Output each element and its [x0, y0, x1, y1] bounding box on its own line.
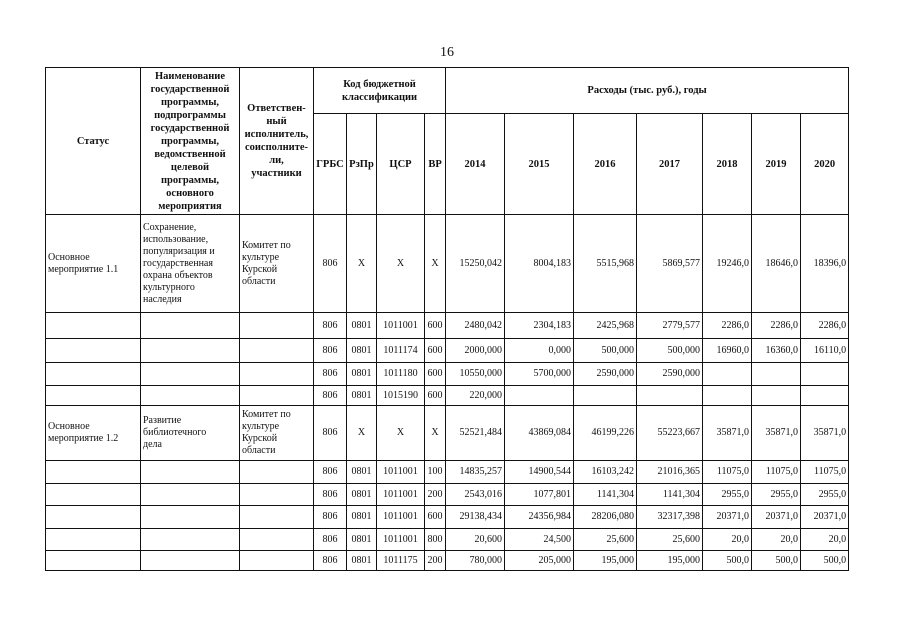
expense-2020-cell: 500,0 [801, 551, 849, 571]
csr-cell: 1011001 [377, 506, 425, 529]
table-row [46, 313, 849, 339]
expense-2015-cell: 0,000 [505, 339, 574, 363]
status-cell [46, 339, 141, 363]
expense-2014-cell: 29138,434 [446, 506, 505, 529]
csr-cell: Х [377, 215, 425, 313]
expense-2017-cell: 5869,577 [637, 215, 703, 313]
status-cell [46, 363, 141, 386]
expense-2019-cell: 2955,0 [752, 484, 801, 506]
table-row [46, 339, 849, 363]
grbs-cell: 806 [314, 215, 347, 313]
expense-2015-cell: 8004,183 [505, 215, 574, 313]
expense-2017-cell [637, 386, 703, 406]
expense-2018-cell: 500,0 [703, 551, 752, 571]
expense-2015-cell: 14900,544 [505, 461, 574, 484]
rzpr-cell: 0801 [347, 529, 377, 551]
csr-cell: 1011174 [377, 339, 425, 363]
expense-2016-cell: 195,000 [574, 551, 637, 571]
program-name-cell [141, 484, 240, 506]
expense-2015-cell: 205,000 [505, 551, 574, 571]
expense-2019-cell: 16360,0 [752, 339, 801, 363]
program-name-header: Наименование государственной программы, подпрограммы государственной программы, ведомственной целевой программы, основного мероприятия [141, 68, 240, 215]
program-name-cell [141, 313, 240, 339]
grbs-cell: 806 [314, 461, 347, 484]
responsible-cell [240, 313, 314, 339]
year-header-2015: 2015 [505, 114, 574, 215]
program-name-cell [141, 363, 240, 386]
program-name-cell: Развитие библиотечного дела [141, 406, 240, 461]
expense-2017-cell: 55223,667 [637, 406, 703, 461]
expense-2020-cell [801, 363, 849, 386]
expense-2020-cell: 18396,0 [801, 215, 849, 313]
expense-2017-cell: 1141,304 [637, 484, 703, 506]
grbs-cell: 806 [314, 363, 347, 386]
expense-2019-cell [752, 363, 801, 386]
status-cell: Основное мероприятие 1.2 [46, 406, 141, 461]
expense-2020-cell: 2286,0 [801, 313, 849, 339]
expense-2016-cell: 16103,242 [574, 461, 637, 484]
vr-cell: 600 [425, 363, 446, 386]
expense-2017-cell: 2779,577 [637, 313, 703, 339]
expense-2014-cell: 14835,257 [446, 461, 505, 484]
csr-cell: Х [377, 406, 425, 461]
table-row [46, 529, 849, 551]
responsible-cell: Комитет по культуре Курской области [240, 215, 314, 313]
expense-2016-cell: 46199,226 [574, 406, 637, 461]
vr-cell: 600 [425, 339, 446, 363]
table-row [46, 406, 849, 461]
responsible-cell [240, 363, 314, 386]
responsible-cell: Комитет по культуре Курской области [240, 406, 314, 461]
table-body [46, 215, 849, 571]
expense-2016-cell: 1141,304 [574, 484, 637, 506]
expense-2018-cell: 19246,0 [703, 215, 752, 313]
expense-2016-cell [574, 386, 637, 406]
year-header-2014: 2014 [446, 114, 505, 215]
status-cell [46, 529, 141, 551]
expense-2019-cell: 35871,0 [752, 406, 801, 461]
table-row [46, 484, 849, 506]
expense-2016-cell: 2425,968 [574, 313, 637, 339]
expense-2015-cell [505, 386, 574, 406]
expense-2016-cell: 28206,080 [574, 506, 637, 529]
expense-2016-cell: 2590,000 [574, 363, 637, 386]
status-header: Статус [46, 68, 141, 215]
table-row [46, 551, 849, 571]
status-cell [46, 484, 141, 506]
program-name-cell: Сохранение, использование, популяризация и государственная охрана объектов культурного наследия [141, 215, 240, 313]
expense-2014-cell: 220,000 [446, 386, 505, 406]
expense-2014-cell: 780,000 [446, 551, 505, 571]
budget-table [45, 67, 849, 571]
table-row [46, 461, 849, 484]
expense-2017-cell: 25,600 [637, 529, 703, 551]
rzpr-cell: 0801 [347, 551, 377, 571]
program-name-cell [141, 551, 240, 571]
status-cell [46, 313, 141, 339]
expense-2018-cell: 20371,0 [703, 506, 752, 529]
expense-2015-cell: 24356,984 [505, 506, 574, 529]
vr-cell: 800 [425, 529, 446, 551]
rzpr-cell: 0801 [347, 313, 377, 339]
csr-cell: 1011180 [377, 363, 425, 386]
expense-2018-cell: 16960,0 [703, 339, 752, 363]
csr-cell: 1011175 [377, 551, 425, 571]
csr-cell: 1015190 [377, 386, 425, 406]
status-cell [46, 506, 141, 529]
grbs-cell: 806 [314, 339, 347, 363]
expense-2019-cell: 20,0 [752, 529, 801, 551]
expense-2019-cell: 2286,0 [752, 313, 801, 339]
responsible-cell [240, 386, 314, 406]
expense-2018-cell: 2286,0 [703, 313, 752, 339]
expense-2020-cell: 20371,0 [801, 506, 849, 529]
status-cell: Основное мероприятие 1.1 [46, 215, 141, 313]
header-row [46, 68, 849, 114]
year-header-2018: 2018 [703, 114, 752, 215]
grbs-cell: 806 [314, 506, 347, 529]
page-number: 16 [440, 45, 454, 60]
responsible-header: Ответствен- ный исполнитель, соисполните- ли, участники [240, 68, 314, 215]
vr-cell: 100 [425, 461, 446, 484]
expense-2018-cell [703, 386, 752, 406]
expense-2020-cell: 35871,0 [801, 406, 849, 461]
vr-cell: Х [425, 215, 446, 313]
year-header-2019: 2019 [752, 114, 801, 215]
status-cell [46, 551, 141, 571]
expense-2015-cell: 2304,183 [505, 313, 574, 339]
expense-2018-cell: 35871,0 [703, 406, 752, 461]
program-name-cell [141, 386, 240, 406]
expense-2019-cell: 18646,0 [752, 215, 801, 313]
table-row [46, 363, 849, 386]
vr-cell: Х [425, 406, 446, 461]
expense-2016-cell: 5515,968 [574, 215, 637, 313]
status-cell [46, 386, 141, 406]
csr-cell: 1011001 [377, 529, 425, 551]
grbs-cell: 806 [314, 529, 347, 551]
csr-header: ЦСР [377, 114, 425, 215]
responsible-cell [240, 551, 314, 571]
rzpr-cell: 0801 [347, 363, 377, 386]
grbs-cell: 806 [314, 406, 347, 461]
expense-2017-cell: 195,000 [637, 551, 703, 571]
expense-2014-cell: 2543,016 [446, 484, 505, 506]
responsible-cell [240, 461, 314, 484]
vr-cell: 200 [425, 551, 446, 571]
expense-2019-cell: 20371,0 [752, 506, 801, 529]
rzpr-header: РзПр [347, 114, 377, 215]
expense-2015-cell: 43869,084 [505, 406, 574, 461]
expense-2018-cell [703, 363, 752, 386]
expense-2019-cell: 11075,0 [752, 461, 801, 484]
rzpr-cell: 0801 [347, 484, 377, 506]
responsible-cell [240, 506, 314, 529]
rzpr-cell: 0801 [347, 506, 377, 529]
program-name-cell [141, 506, 240, 529]
program-name-cell [141, 461, 240, 484]
expense-2020-cell: 20,0 [801, 529, 849, 551]
expense-2017-cell: 500,000 [637, 339, 703, 363]
year-header-2017: 2017 [637, 114, 703, 215]
table-row [46, 386, 849, 406]
expenses-header: Расходы (тыс. руб.), годы [446, 68, 849, 114]
table-row [46, 506, 849, 529]
expense-2018-cell: 2955,0 [703, 484, 752, 506]
rzpr-cell: 0801 [347, 339, 377, 363]
responsible-cell [240, 484, 314, 506]
vr-cell: 200 [425, 484, 446, 506]
expense-2017-cell: 2590,000 [637, 363, 703, 386]
expense-2020-cell: 16110,0 [801, 339, 849, 363]
vr-cell: 600 [425, 313, 446, 339]
expense-2016-cell: 500,000 [574, 339, 637, 363]
expense-2014-cell: 20,600 [446, 529, 505, 551]
expense-2014-cell: 2480,042 [446, 313, 505, 339]
grbs-cell: 806 [314, 484, 347, 506]
expense-2020-cell: 11075,0 [801, 461, 849, 484]
expense-2020-cell: 2955,0 [801, 484, 849, 506]
expense-2015-cell: 24,500 [505, 529, 574, 551]
expense-2020-cell [801, 386, 849, 406]
rzpr-cell: Х [347, 215, 377, 313]
expense-2019-cell: 500,0 [752, 551, 801, 571]
vr-cell: 600 [425, 506, 446, 529]
csr-cell: 1011001 [377, 313, 425, 339]
expense-2017-cell: 32317,398 [637, 506, 703, 529]
program-name-cell [141, 529, 240, 551]
expense-2014-cell: 52521,484 [446, 406, 505, 461]
expense-2019-cell [752, 386, 801, 406]
expense-2015-cell: 1077,801 [505, 484, 574, 506]
expense-2016-cell: 25,600 [574, 529, 637, 551]
responsible-cell [240, 529, 314, 551]
table-row [46, 215, 849, 313]
grbs-cell: 806 [314, 551, 347, 571]
program-name-cell [141, 339, 240, 363]
expense-2014-cell: 15250,042 [446, 215, 505, 313]
grbs-cell: 806 [314, 386, 347, 406]
grbs-header: ГРБС [314, 114, 347, 215]
vr-cell: 600 [425, 386, 446, 406]
rzpr-cell: 0801 [347, 386, 377, 406]
grbs-cell: 806 [314, 313, 347, 339]
expense-2018-cell: 11075,0 [703, 461, 752, 484]
expense-2018-cell: 20,0 [703, 529, 752, 551]
csr-cell: 1011001 [377, 484, 425, 506]
rzpr-cell: Х [347, 406, 377, 461]
expense-2015-cell: 5700,000 [505, 363, 574, 386]
year-header-2020: 2020 [801, 114, 849, 215]
rzpr-cell: 0801 [347, 461, 377, 484]
expense-2014-cell: 2000,000 [446, 339, 505, 363]
csr-cell: 1011001 [377, 461, 425, 484]
status-cell [46, 461, 141, 484]
responsible-cell [240, 339, 314, 363]
year-header-2016: 2016 [574, 114, 637, 215]
budget-code-header: Код бюджетной классификации [314, 68, 446, 114]
expense-2014-cell: 10550,000 [446, 363, 505, 386]
vr-header: ВР [425, 114, 446, 215]
expense-2017-cell: 21016,365 [637, 461, 703, 484]
